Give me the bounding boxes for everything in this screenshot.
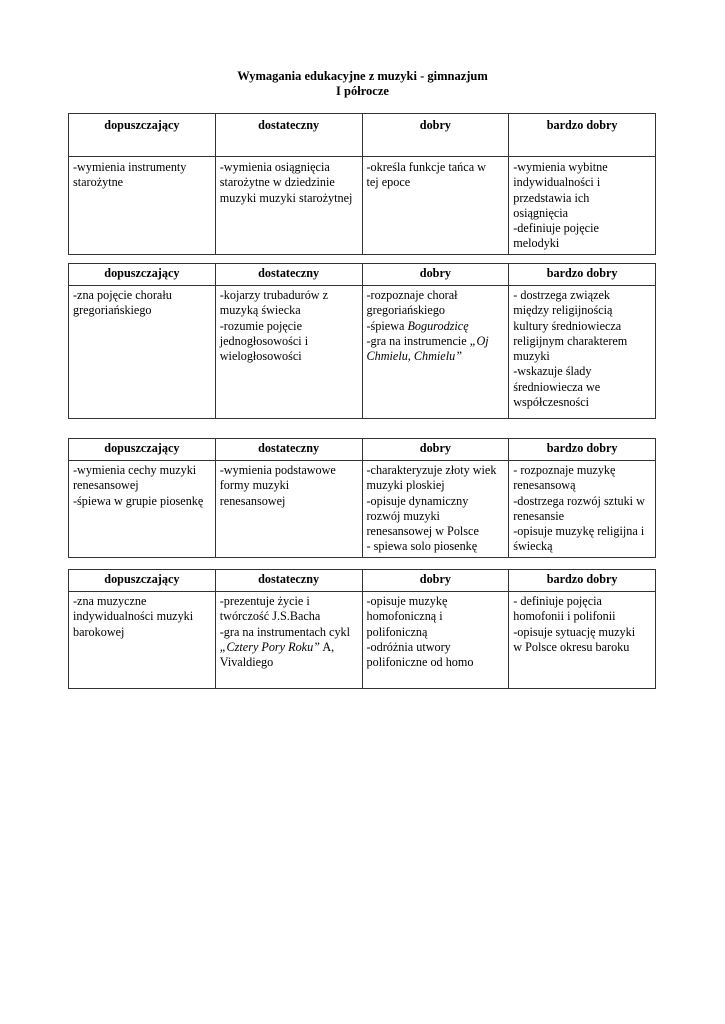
requirements-table-4 xyxy=(68,569,656,689)
requirements-table-2 xyxy=(68,263,656,419)
header-dopuszczajacy: dopuszczający xyxy=(69,264,216,286)
cell-dostateczny: -wymienia podstawowe formy muzyki renesansowej xyxy=(215,461,362,558)
cell-dobry: -określa funkcje tańca w tej epoce xyxy=(362,157,509,255)
header-dobry: dobry xyxy=(362,570,509,592)
header-bardzo-dobry: bardzo dobry xyxy=(509,570,656,592)
header-dobry: dobry xyxy=(362,439,509,461)
cell-bardzo-dobry: - rozpoznaje muzykę renesansową -dostrzega rozwój sztuki w renesansie -opisuje muzykę religijna i świecką xyxy=(509,461,656,558)
header-bardzo-dobry: bardzo dobry xyxy=(509,114,656,157)
cell-bardzo-dobry: -wymienia wybitne indywidualności i przedstawia ich osiągnięcia -definiuje pojęcie melodyki xyxy=(509,157,656,255)
header-dobry: dobry xyxy=(362,264,509,286)
cell-dostateczny: -prezentuje życie i twórczość J.S.Bacha -gra na instrumentach cykl „Cztery Pory Roku” A, Vivaldiego xyxy=(215,592,362,689)
cell-dopuszczajacy: -zna muzyczne indywidualności muzyki barokowej xyxy=(69,592,216,689)
header-bardzo-dobry: bardzo dobry xyxy=(509,439,656,461)
header-bardzo-dobry: bardzo dobry xyxy=(509,264,656,286)
header-dostateczny: dostateczny xyxy=(215,264,362,286)
cell-dobry: -rozpoznaje chorał gregoriańskiego -śpiewa Bogurodzicę -gra na instrumencie „Oj Chmielu, Chmielu” xyxy=(362,286,509,419)
document-subtitle: I półrocze xyxy=(336,84,389,98)
header-row xyxy=(69,570,656,592)
table-row xyxy=(69,461,656,558)
header-dopuszczajacy: dopuszczający xyxy=(69,439,216,461)
header-row xyxy=(69,264,656,286)
cell-dobry: -opisuje muzykę homofoniczną i polifoniczną -odróżnia utwory polifoniczne od homo xyxy=(362,592,509,689)
cell-bardzo-dobry: - dostrzega związek między religijnością kultury średniowiecza religijnym charakterem muzyki -wskazuje ślady średniowiecza we współczesności xyxy=(509,286,656,419)
cell-bardzo-dobry: - definiuje pojęcia homofonii i polifonii -opisuje sytuację muzyki w Polsce okresu baroku xyxy=(509,592,656,689)
header-dopuszczajacy: dopuszczający xyxy=(69,570,216,592)
header-dopuszczajacy: dopuszczający xyxy=(69,114,216,157)
header-dostateczny: dostateczny xyxy=(215,439,362,461)
cell-dobry: -charakteryzuje złoty wiek muzyki ploskiej -opisuje dynamiczny rozwój muzyki renesansowej w Polsce - spiewa solo piosenkę xyxy=(362,461,509,558)
header-row xyxy=(69,114,656,157)
table-row xyxy=(69,592,656,689)
requirements-table-1 xyxy=(68,113,656,255)
cell-dopuszczajacy: -zna pojęcie chorału gregoriańskiego xyxy=(69,286,216,419)
table-row xyxy=(69,286,656,419)
header-dostateczny: dostateczny xyxy=(215,114,362,157)
cell-dostateczny: -wymienia osiągnięcia starożytne w dziedzinie muzyki muzyki starożytnej xyxy=(215,157,362,255)
requirements-table-3 xyxy=(68,438,656,558)
cell-dopuszczajacy: -wymienia cechy muzyki renesansowej -śpiewa w grupie piosenkę xyxy=(69,461,216,558)
header-dostateczny: dostateczny xyxy=(215,570,362,592)
table-row xyxy=(69,157,656,255)
header-row xyxy=(69,439,656,461)
header-dobry: dobry xyxy=(362,114,509,157)
document-title: Wymagania edukacyjne z muzyki - gimnazjum xyxy=(237,69,488,83)
cell-dopuszczajacy: -wymienia instrumenty starożytne xyxy=(69,157,216,255)
cell-dostateczny: -kojarzy trubadurów z muzyką świecka -rozumie pojęcie jednogłosowości i wielogłosowości xyxy=(215,286,362,419)
